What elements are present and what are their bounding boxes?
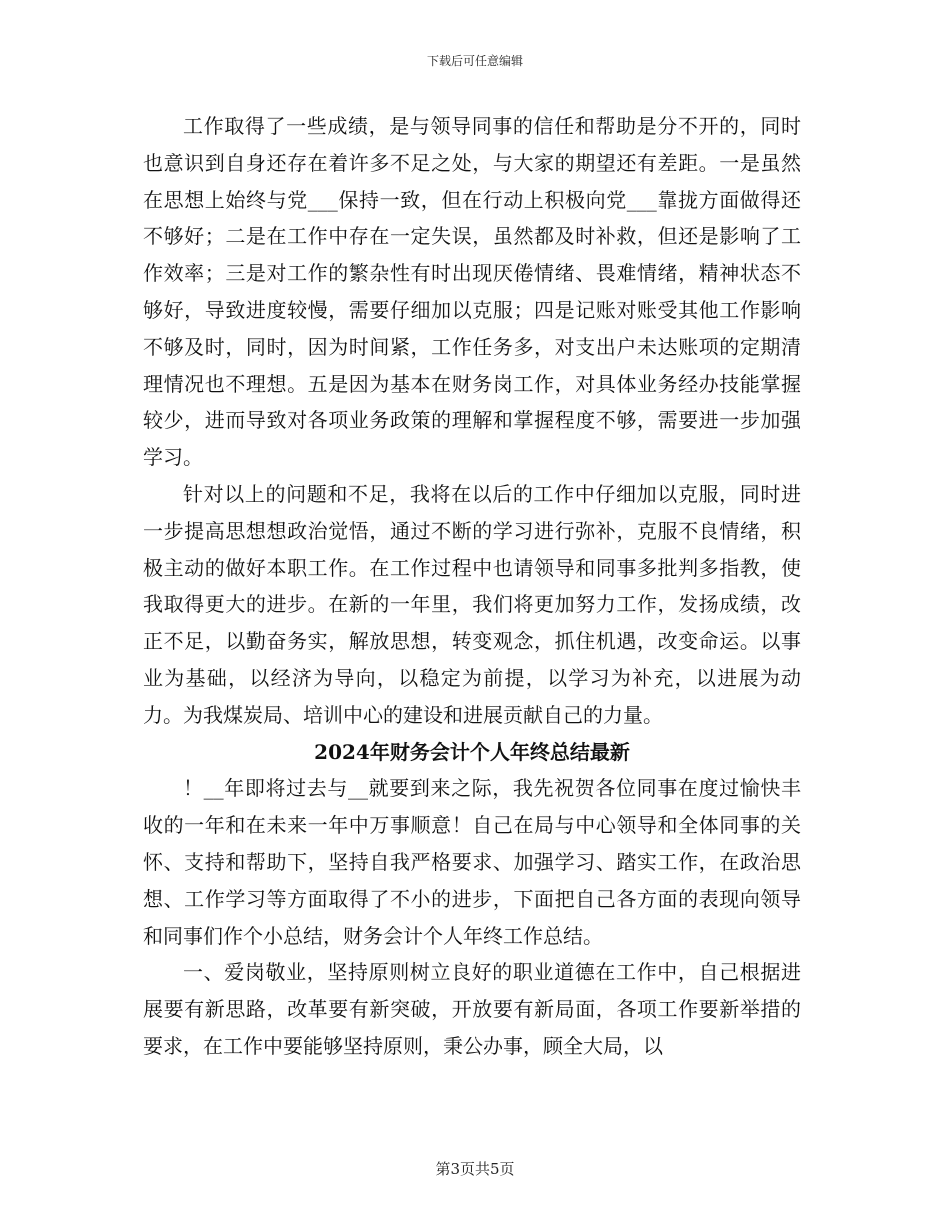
paragraph-improvements: 针对以上的问题和不足，我将在以后的工作中仔细加以克服，同时进一步提高思想想政治觉悟，通过不断的学习进行弥补，克服不良情绪，积极主动的做好本职工作。在工作过程中也请领导和同事多批判多指教，使我取得更大的进步。在新的一年里，我们将更加努力工作，发扬成绩，改正不足，以勤奋务实，解放思想，转变观念，抓住机遇，改变命运。以事业为基础，以经济为导向，以稳定为前提，以学习为补充，以进展为动力。为我煤炭局、培训中心的建设和进展贡献自己的力量。	[143, 481, 801, 727]
section-title: 2024年财务会计个人年终总结最新	[314, 739, 630, 764]
page-number: 第3页共5页	[435, 1160, 515, 1178]
paragraph-intro: ！__年即将过去与__就要到来之际，我先祝贺各位同事在度过愉快丰收的一年和在未来一年中万事顺意！自己在局与中心领导和全体同事的关怀、支持和帮助下，坚持自我严格要求、加强学习、踏实工作，在政治思想、工作学习等方面取得了不小的进步，下面把自己各方面的表现向领导和同事们作个小总结，财务会计个人年终工作总结。	[143, 776, 801, 948]
paragraph-shortcomings: 工作取得了一些成绩，是与领导同事的信任和帮助是分不开的，同时也意识到自身还存在着许多不足之处，与大家的期望还有差距。一是虽然在思想上始终与党___保持一致，但在行动上积极向党___靠拢方面做得还不够好；二是在工作中存在一定失误，虽然都及时补救，但还是影响了工作效率；三是对工作的繁杂性有时出现厌倦情绪、畏难情绪，精神状态不够好，导致进度较慢，需要仔细加以克服；四是记账对账受其他工作影响不够及时，同时，因为时间紧，工作任务多，对支出户未达账项的定期清理情况也不理想。五是因为基本在财务岗工作，对具体业务经办技能掌握较少，进而导致对各项业务政策的理解和掌握程度不够，需要进一步加强学习。	[143, 114, 801, 470]
paragraph-section-one: 一、爱岗敬业，坚持原则树立良好的职业道德在工作中，自己根据进展要有新思路，改革要有新突破，开放要有新局面，各项工作要新举措的要求，在工作中要能够坚持原则，秉公办事，顾全大局，以	[143, 960, 801, 1058]
document-body	[143, 108, 801, 1065]
page-header: 下载后可任意编辑	[426, 54, 523, 68]
